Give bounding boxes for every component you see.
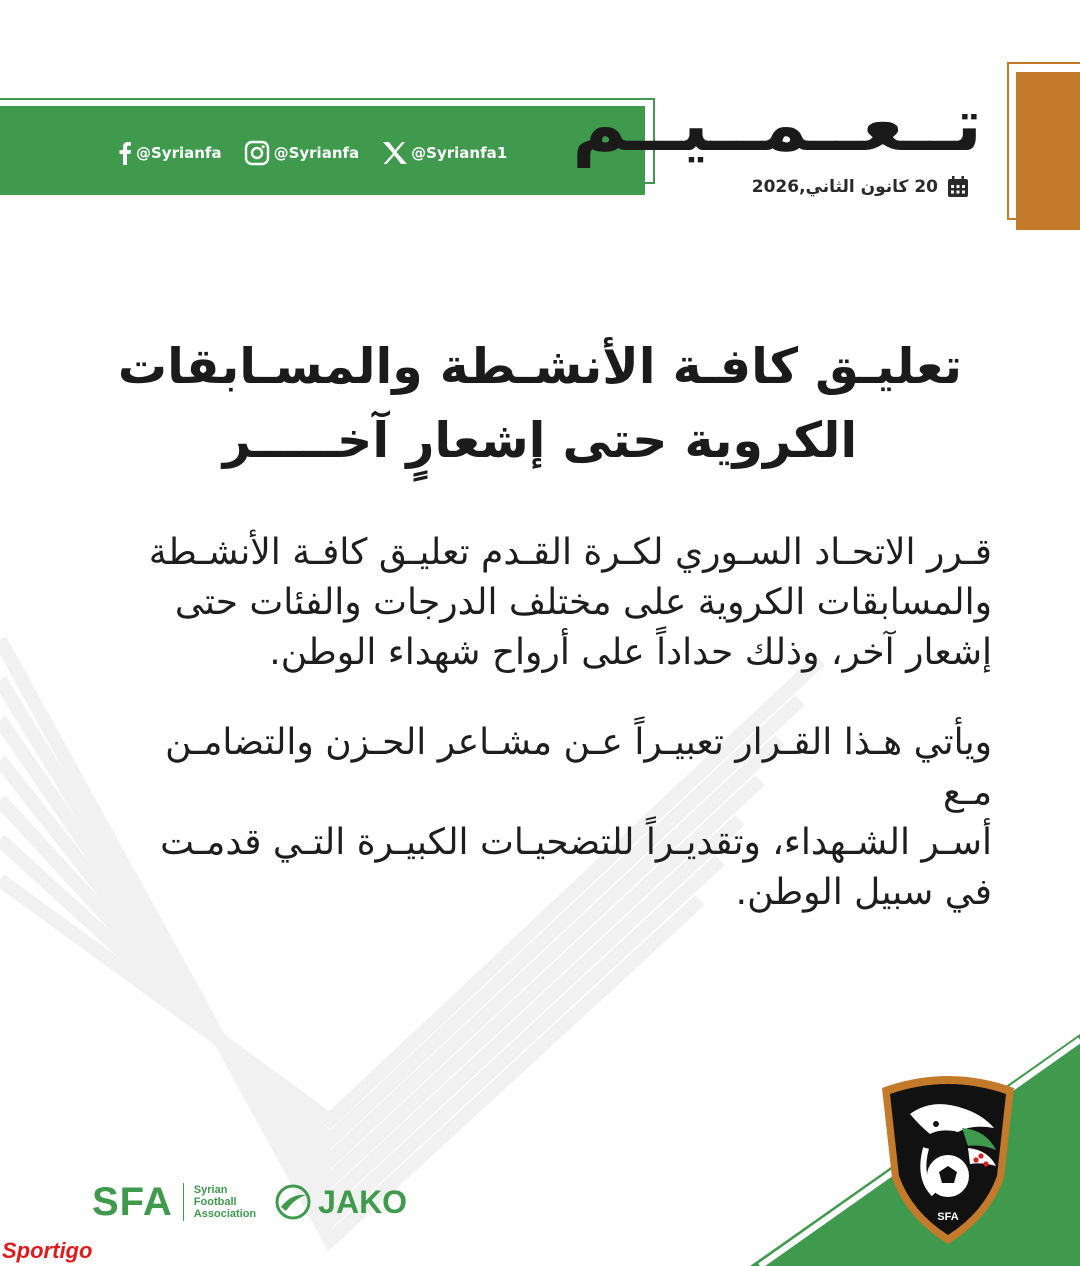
sfa-sub-line: Syrian bbox=[193, 1184, 228, 1196]
social-facebook[interactable] bbox=[118, 141, 222, 165]
sfa-sub-line: Football bbox=[193, 1196, 237, 1208]
headline-line-2: الكروية حتى إشعارٍ آخـــــر bbox=[222, 412, 858, 469]
social-links bbox=[118, 136, 507, 170]
sfa-emblem bbox=[872, 1068, 1024, 1248]
date-row bbox=[752, 172, 970, 202]
orange-accent-block bbox=[1016, 72, 1080, 230]
logo-divider bbox=[183, 1183, 184, 1221]
page-title: تــعــمــيــم bbox=[572, 82, 982, 168]
facebook-handle: @Syrianfa bbox=[136, 144, 222, 162]
emblem-text: SFA bbox=[937, 1211, 959, 1223]
sportigo-watermark: Sportigo bbox=[2, 1238, 93, 1263]
jako-swoosh-icon bbox=[274, 1183, 312, 1221]
calendar-icon bbox=[946, 175, 970, 199]
social-x[interactable] bbox=[381, 141, 507, 165]
body-paragraph-2 bbox=[112, 718, 992, 918]
jako-text: JAKO bbox=[318, 1183, 408, 1220]
x-icon bbox=[381, 141, 407, 165]
sfa-logo-text: SFA bbox=[92, 1179, 173, 1224]
body-p1-line: قـرر الاتحـاد السـوري لكـرة القـدم تعليـق كافـة الأنشـطة bbox=[148, 532, 992, 573]
headline-line-1: تعليـق كافـة الأنشـطة والمسـابقات bbox=[117, 338, 963, 395]
headline bbox=[60, 330, 1020, 478]
instagram-handle: @Syrianfa bbox=[273, 144, 360, 162]
social-instagram[interactable] bbox=[244, 140, 360, 166]
jako-logo bbox=[274, 1183, 407, 1221]
x-handle: @Syrianfa1 bbox=[411, 144, 508, 162]
instagram-icon bbox=[244, 140, 270, 166]
sfa-full-name bbox=[194, 1184, 256, 1220]
body-p2-line: ويأتي هـذا القـرار تعبيـراً عـن مشـاعر الحـزن والتضامـن مـع bbox=[165, 722, 992, 813]
body-p1-line: إشعار آخر، وذلك حداداً على أرواح شهداء الوطن. bbox=[269, 632, 992, 673]
sfa-sub-line: Association bbox=[193, 1208, 257, 1220]
body-paragraph-1 bbox=[112, 528, 992, 678]
body-p1-line: والمسابقات الكروية على مختلف الدرجات والفئات حتى bbox=[174, 582, 992, 623]
footer-logos bbox=[92, 1180, 407, 1224]
facebook-icon bbox=[118, 141, 132, 165]
announcement-date: 20 كانون الثاني,2026 bbox=[751, 177, 938, 197]
body-p2-line: في سبيل الوطن. bbox=[735, 872, 992, 913]
body-p2-line: أسـر الشـهداء، وتقديـراً للتضحيـات الكبيـرة التـي قدمـت bbox=[160, 822, 992, 863]
